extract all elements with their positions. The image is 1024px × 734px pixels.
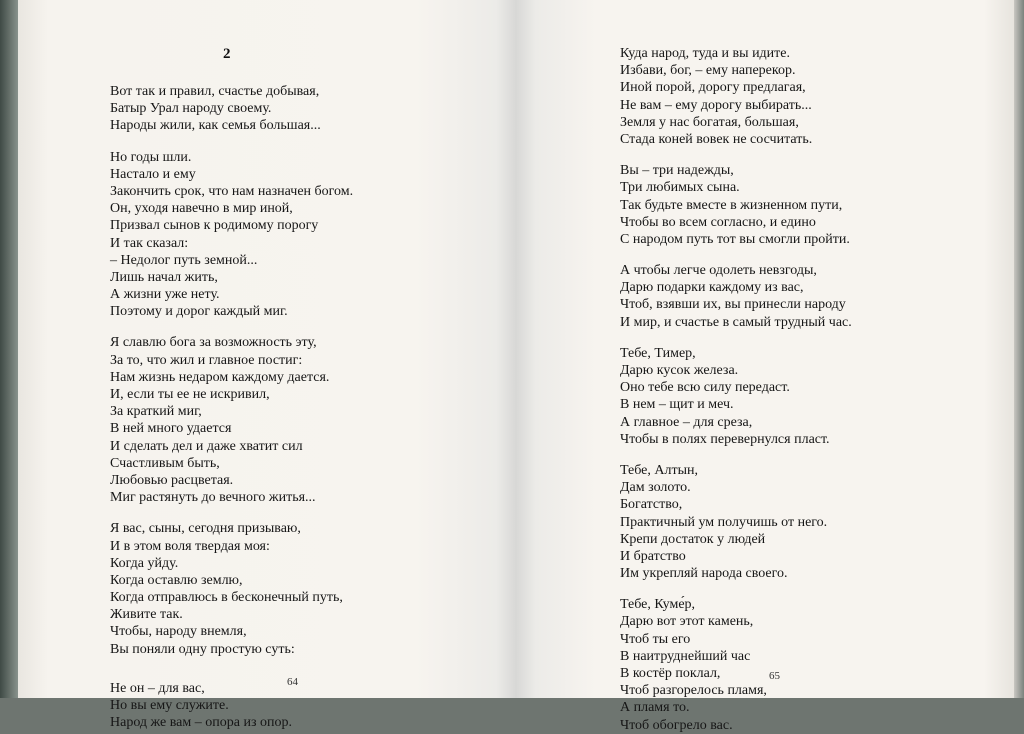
poem-line: Иной порой, дорогу предлагая, bbox=[620, 80, 806, 96]
poem-line: Чтоб, взявши их, вы принесли народу bbox=[620, 297, 846, 313]
poem-line: Народ же вам – опора из опор. bbox=[110, 715, 292, 731]
stanza bbox=[620, 596, 852, 734]
poem-line: Избави, бог, – ему наперекор. bbox=[620, 63, 796, 79]
poem-line: Батыр Урал народу своему. bbox=[110, 101, 272, 117]
poem-line: Чтоб разгорелось пламя, bbox=[620, 683, 767, 699]
right-page-text bbox=[620, 45, 852, 734]
poem-line: Чтоб ты его bbox=[620, 631, 691, 647]
poem-line: А чтобы легче одолеть невзгоды, bbox=[620, 263, 817, 279]
poem-line: В костёр поклал, bbox=[620, 666, 721, 681]
poem-line: Чтобы во всем согласно, и едино bbox=[620, 214, 816, 230]
poem-line: Закончить срок, что нам назначен богом. bbox=[110, 183, 354, 199]
scan-background-left bbox=[0, 0, 18, 698]
poem-line: Вы – три надежды, bbox=[620, 163, 734, 179]
stanza-gap bbox=[110, 658, 353, 680]
poem-line: Чтобы, народу внемля, bbox=[110, 624, 247, 640]
poem-line: Практичный ум получишь от него. bbox=[620, 514, 828, 530]
poem-line: Он, уходя навечно в мир иной, bbox=[110, 201, 293, 217]
poem-line: Когда отправлюсь в бесконечный путь, bbox=[110, 590, 343, 606]
poem-line: Не он – для вас, bbox=[110, 680, 205, 696]
poem-line: Крепи достаток у людей bbox=[620, 531, 766, 547]
poem-line: А главное – для среза, bbox=[620, 414, 753, 430]
poem-line: Богатство, bbox=[620, 497, 683, 513]
poem-line: Куда народ, туда и вы идите. bbox=[620, 46, 791, 61]
poem-line: Миг растянуть до вечного житья... bbox=[110, 490, 316, 506]
poem-line: И, если ты ее не искривил, bbox=[110, 387, 270, 402]
poem-line: Дарю кусок железа. bbox=[620, 363, 739, 378]
poem-line: Настало и ему bbox=[110, 166, 196, 182]
stanza bbox=[110, 149, 353, 321]
poem-line: С народом путь тот вы смогли пройти. bbox=[620, 231, 850, 247]
poem-line: В ней много удается bbox=[110, 421, 232, 437]
poem-line: А пламя то. bbox=[620, 700, 690, 716]
poem-line: Счастливым быть, bbox=[110, 455, 220, 471]
poem-line: Лишь начал жить, bbox=[110, 269, 218, 285]
page-number-left: 64 bbox=[287, 676, 298, 688]
poem-line: – Недолог путь земной... bbox=[110, 252, 258, 268]
poem-line: В нем – щит и меч. bbox=[620, 397, 734, 413]
stanza bbox=[620, 345, 852, 448]
poem-line: Дам золото. bbox=[620, 480, 691, 496]
poem-line: Так будьте вместе в жизненном пути, bbox=[620, 197, 843, 213]
stanza-gap bbox=[620, 248, 852, 262]
poem-line: Когда уйду. bbox=[110, 555, 179, 571]
poem-line: И мир, и счастье в самый трудный час. bbox=[620, 314, 852, 330]
poem-line: Чтобы в полях перевернулся пласт. bbox=[620, 431, 830, 447]
poem-line: Три любимых сына. bbox=[620, 180, 740, 196]
poem-line: В наитруднейший час bbox=[620, 648, 751, 664]
poem-line: Поэтому и дорог каждый миг. bbox=[110, 304, 288, 320]
poem-line: Любовью расцветая. bbox=[110, 472, 234, 488]
poem-line: Им укрепляй народа своего. bbox=[620, 566, 788, 582]
poem-line: Живите так. bbox=[110, 607, 183, 623]
stanza-gap bbox=[620, 331, 852, 345]
poem-line: Тебе, Куме́р, bbox=[620, 597, 696, 613]
poem-line: Призвал сынов к родимому порогу bbox=[110, 218, 319, 234]
poem-line: И братство bbox=[620, 548, 686, 564]
left-page-text bbox=[110, 83, 353, 731]
stanza-gap bbox=[110, 506, 353, 520]
poem-line: Но вы ему служите. bbox=[110, 698, 229, 713]
stanza bbox=[110, 334, 353, 506]
right-page bbox=[516, 0, 1014, 733]
stanza-gap bbox=[110, 135, 353, 149]
poem-line: Но годы шли. bbox=[110, 149, 192, 165]
stanza bbox=[620, 162, 852, 248]
poem-line: Земля у нас богатая, большая, bbox=[620, 114, 799, 130]
poem-line: За то, что жил и главное постиг: bbox=[110, 352, 303, 368]
stanza-gap bbox=[110, 320, 353, 334]
stanza bbox=[110, 83, 353, 135]
poem-line: Нам жизнь недаром каждому дается. bbox=[110, 369, 330, 385]
poem-line: Не вам – ему дорогу выбирать... bbox=[620, 97, 812, 113]
scan-background-right bbox=[1014, 0, 1024, 698]
poem-line: Я вас, сыны, сегодня призываю, bbox=[110, 521, 301, 537]
poem-line: Когда оставлю землю, bbox=[110, 572, 243, 588]
poem-line: Я славлю бога за возможность эту, bbox=[110, 335, 317, 351]
stanza-gap bbox=[620, 582, 852, 596]
stanza-gap bbox=[620, 448, 852, 462]
poem-line: Стада коней вовек не сосчитать. bbox=[620, 131, 813, 147]
stanza bbox=[110, 680, 353, 732]
poem-line: Вот так и правил, счастье добывая, bbox=[110, 84, 320, 99]
poem-line: За краткий миг, bbox=[110, 404, 202, 420]
stanza bbox=[620, 262, 852, 331]
left-page bbox=[18, 0, 516, 731]
poem-line: Оно тебе всю силу передаст. bbox=[620, 380, 790, 396]
chapter-number: 2 bbox=[223, 46, 231, 62]
poem-line: Тебе, Алтын, bbox=[620, 462, 698, 478]
poem-line: Дарю вот этот камень, bbox=[620, 614, 754, 630]
stanza-gap bbox=[620, 148, 852, 162]
stanza bbox=[620, 462, 852, 582]
poem-line: А жизни уже нету. bbox=[110, 287, 220, 303]
poem-line: Тебе, Тимер, bbox=[620, 345, 696, 361]
poem-line: Вы поняли одну простую суть: bbox=[110, 641, 295, 657]
poem-line: Народы жили, как семья большая... bbox=[110, 118, 321, 134]
poem-line: Дарю подарки каждому из вас, bbox=[620, 280, 804, 296]
poem-line: Чтоб обогрело вас. bbox=[620, 717, 733, 733]
poem-line: И в этом воля твердая моя: bbox=[110, 538, 270, 554]
poem-line: И так сказал: bbox=[110, 235, 189, 251]
stanza bbox=[620, 45, 852, 148]
poem-line: И сделать дел и даже хватит сил bbox=[110, 438, 303, 454]
stanza bbox=[110, 520, 353, 658]
page-number-right: 65 bbox=[769, 670, 780, 682]
